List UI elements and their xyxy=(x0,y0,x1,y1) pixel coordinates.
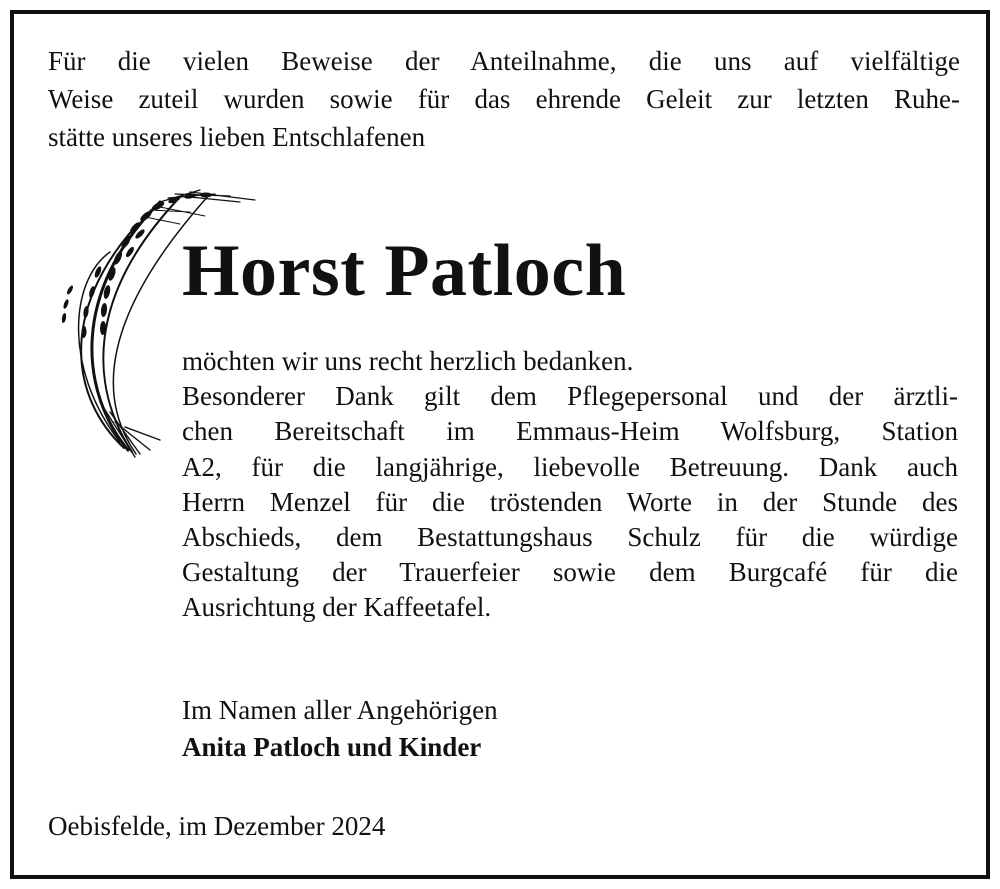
closing-block xyxy=(182,692,498,766)
thanks-line: möchten wir uns recht herzlich bedanken. xyxy=(182,346,634,376)
thanks-line: Herrn Menzel für die tröstenden Worte in der Stunde des xyxy=(182,486,958,517)
thanks-line: A2, für die langjährige, liebevolle Betreuung. Dank auch xyxy=(182,451,958,482)
thanks-line: Abschieds, dem Bestattungshaus Schulz für die würdige xyxy=(182,522,958,553)
intro-line: Für die vielen Beweise der Anteilnahme, die uns auf vielfältige xyxy=(48,46,960,76)
intro-line: Weise zuteil wurden sowie für das ehrende Geleit zur letzten Ruhe- xyxy=(48,84,960,114)
intro-line: stätte unseres lieben Entschlafenen xyxy=(48,122,426,152)
deceased-name: Horst Patloch xyxy=(182,230,627,312)
thanks-paragraph xyxy=(182,344,958,626)
thanks-line: Besonderer Dank gilt dem Pflegepersonal und der ärztli- xyxy=(182,381,958,412)
place-date: Oebisfelde, im Dezember 2024 xyxy=(48,811,386,841)
intro-paragraph xyxy=(48,42,960,156)
obituary-card xyxy=(10,10,990,879)
thanks-line: Gestaltung der Trauerfeier sowie dem Burgcafé für die xyxy=(182,557,958,588)
thanks-line: Ausrichtung der Kaffeetafel. xyxy=(182,592,492,623)
thanks-line: chen Bereitschaft im Emmaus-Heim Wolfsburg, Station xyxy=(182,416,958,447)
closing-phrase: Im Namen aller Angehörigen xyxy=(182,695,498,725)
signature: Anita Patloch und Kinder xyxy=(182,732,482,762)
